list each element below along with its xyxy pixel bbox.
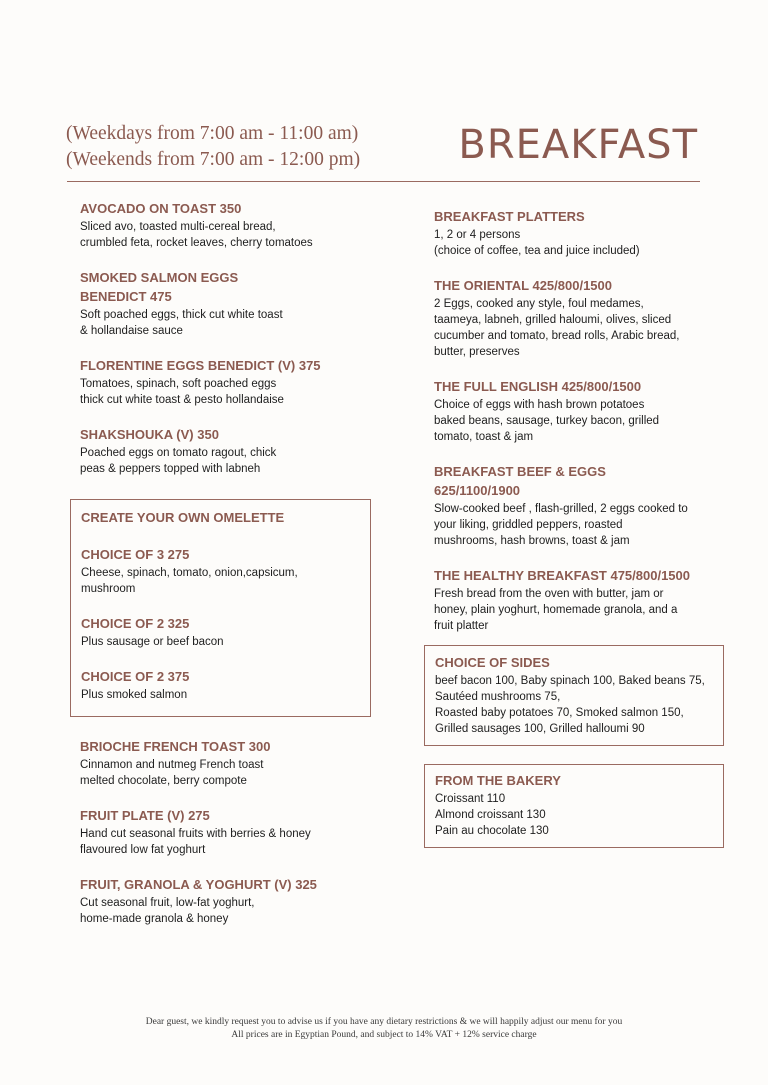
sides-section: [424, 645, 724, 746]
menu-item-description: 2 Eggs, cooked any style, foul medames, taameya, labneh, grilled haloumi, olives, sliced cucumber and tomato, bread rolls, Arabic bread, butter, preserves: [434, 298, 680, 358]
omelette-option-description: Cheese, spinach, tomato, onion,capsicum, mushroom: [81, 567, 298, 595]
omelette-heading: CREATE YOUR OWN OMELETTE: [81, 510, 285, 525]
menu-item: [434, 566, 724, 634]
footer-price-note: All prices are in Egyptian Pound, and subject to 14% VAT + 12% service charge: [231, 1030, 537, 1040]
left-column-bottom: [80, 737, 380, 927]
menu-item-name: THE ORIENTAL 425/800/1500: [434, 278, 612, 293]
page-title: BREAKFAST: [458, 122, 698, 168]
opening-hours: [66, 121, 360, 173]
menu-item-description: Hand cut seasonal fruits with berries & honey flavoured low fat yoghurt: [80, 828, 311, 856]
menu-item: [434, 207, 724, 259]
menu-item-name: SHAKSHOUKA (V) 350: [80, 427, 219, 442]
hours-weekends: (Weekends from 7:00 am - 12:00 pm): [66, 149, 361, 170]
footer-dietary-note: Dear guest, we kindly request you to advise us if you have any dietary restrictions & we will happily adjust our menu for you: [145, 1017, 623, 1027]
menu-item-name: FRUIT, GRANOLA & YOGHURT (V) 325: [80, 877, 317, 892]
menu-item-description: 1, 2 or 4 persons (choice of coffee, tea and juice included): [434, 229, 640, 257]
menu-item-name: THE HEALTHY BREAKFAST 475/800/1500: [434, 568, 690, 583]
sides-heading: CHOICE OF SIDES: [435, 655, 550, 670]
header-divider: [67, 181, 700, 182]
menu-item-description: Choice of eggs with hash brown potatoes baked beans, sausage, turkey bacon, grilled tomato, toast & jam: [434, 399, 660, 443]
bakery-description: Croissant 110 Almond croissant 130 Pain au chocolate 130: [435, 793, 549, 837]
omelette-option-description: Plus sausage or beef bacon: [81, 636, 224, 648]
menu-item-name: BREAKFAST PLATTERS: [434, 209, 585, 224]
omelette-option-description: Plus smoked salmon: [81, 689, 188, 701]
omelette-option: [81, 667, 360, 703]
menu-item-description: Cinnamon and nutmeg French toast melted chocolate, berry compote: [80, 759, 264, 787]
menu-item-name: FLORENTINE EGGS BENEDICT (V) 375: [80, 358, 321, 373]
footer-notice: [0, 1016, 768, 1042]
menu-item-name: AVOCADO ON TOAST 350: [80, 201, 242, 216]
menu-item: [434, 377, 724, 445]
menu-item: [80, 737, 380, 789]
menu-item-description: Slow-cooked beef , flash-grilled, 2 eggs cooked to your liking, griddled peppers, roasted mushrooms, hash browns, toast & jam: [434, 503, 688, 547]
omelette-option-name: CHOICE OF 3 275: [81, 547, 190, 562]
menu-item: [80, 199, 380, 251]
omelette-section: [70, 499, 371, 717]
omelette-option: [81, 614, 360, 650]
menu-item-description: Tomatoes, spinach, soft poached eggs thick cut white toast & pesto hollandaise: [80, 378, 284, 406]
sides-description: beef bacon 100, Baby spinach 100, Baked beans 75, Sautéed mushrooms 75, Roasted baby potatoes 70, Smoked salmon 150, Grilled sausages 100, Grilled halloumi 90: [435, 675, 705, 735]
menu-item: [80, 356, 380, 408]
menu-item-description: Fresh bread from the oven with butter, jam or honey, plain yoghurt, homemade granola, and a fruit platter: [434, 588, 678, 632]
omelette-option-name: CHOICE OF 2 325: [81, 616, 190, 631]
menu-item-description: Cut seasonal fruit, low-fat yoghurt, home-made granola & honey: [80, 897, 255, 925]
menu-item-description: Soft poached eggs, thick cut white toast & hollandaise sauce: [80, 309, 283, 337]
left-column-top: [80, 199, 380, 477]
bakery-section: [424, 764, 724, 848]
menu-item-name: THE FULL ENGLISH 425/800/1500: [434, 379, 642, 394]
omelette-option: [81, 545, 360, 597]
bakery-heading: FROM THE BAKERY: [435, 773, 561, 788]
hours-weekdays: (Weekdays from 7:00 am - 11:00 am): [66, 123, 359, 144]
menu-item-name: BRIOCHE FRENCH TOAST 300: [80, 739, 271, 754]
menu-item-name: SMOKED SALMON EGGS BENEDICT 475: [80, 270, 239, 304]
menu-item: [434, 276, 724, 360]
menu-item: [80, 425, 380, 477]
menu-item-name: BREAKFAST BEEF & EGGS 625/1100/1900: [434, 464, 606, 498]
menu-item-name: FRUIT PLATE (V) 275: [80, 808, 210, 823]
menu-item-description: Poached eggs on tomato ragout, chick peas & peppers topped with labneh: [80, 447, 277, 475]
menu-item: [80, 875, 380, 927]
right-column: [434, 207, 724, 634]
menu-item: [80, 806, 380, 858]
omelette-option-name: CHOICE OF 2 375: [81, 669, 190, 684]
menu-item: [80, 268, 380, 339]
menu-item-description: Sliced avo, toasted multi-cereal bread, crumbled feta, rocket leaves, cherry tomatoes: [80, 221, 313, 249]
menu-item: [434, 462, 724, 549]
